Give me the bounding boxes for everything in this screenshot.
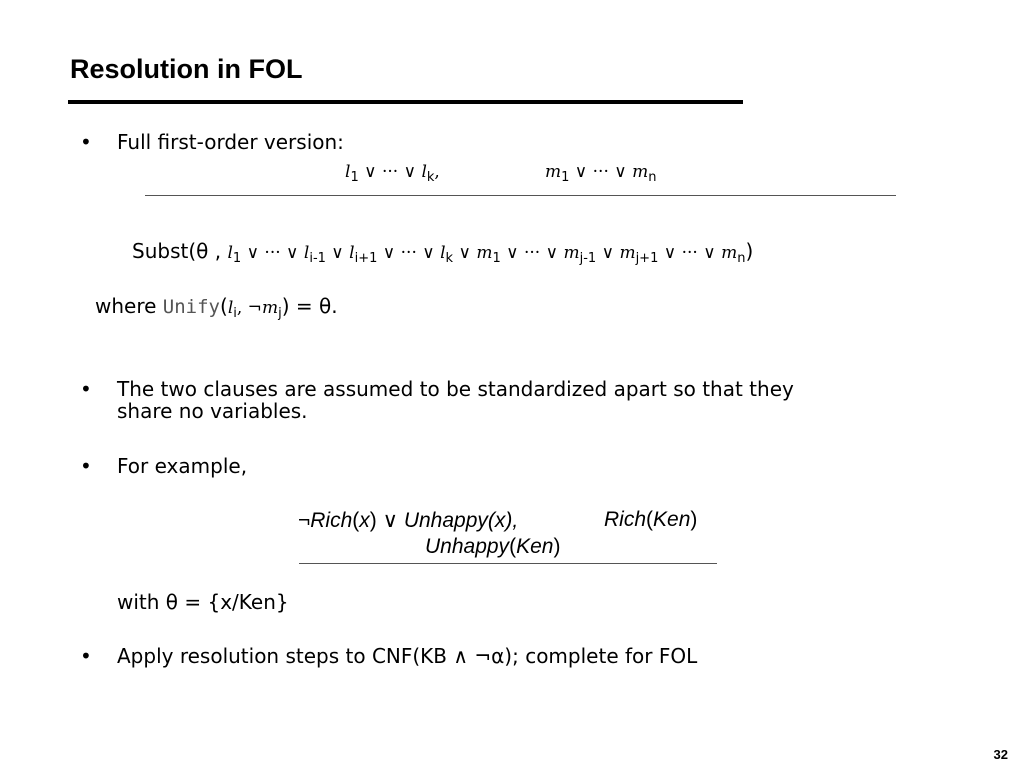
premise-left-clause: $l_1$ ∨ ··· ∨ $l_k$, xyxy=(345,162,440,185)
bullet-text-standardized-line1: The two clauses are assumed to be standardized apart so that they xyxy=(117,377,794,401)
bullet-text-cnf: Apply resolution steps to CNF(KB ∧ ¬α); complete for FOL xyxy=(117,644,698,668)
inference-line xyxy=(145,195,896,196)
title-underline xyxy=(68,100,743,104)
example-theta: with θ = {x/Ken} xyxy=(117,590,289,614)
unify-condition: where $Unify(l_i$, $\neg m_j) = \theta$. xyxy=(95,294,338,321)
example-premise-1: ¬Rich(x) ∨ Unhappy(x), xyxy=(298,509,519,532)
example-inference-line xyxy=(299,563,717,564)
premise-right-clause: $m_1$ ∨ ··· ∨ $m_n$ xyxy=(545,162,657,185)
bullet-marker: • xyxy=(80,454,92,478)
bullet-text-for-example: For example, xyxy=(117,454,248,478)
example-conclusion: Unhappy(Ken) xyxy=(425,535,561,558)
slide-title: Resolution in FOL xyxy=(70,54,303,84)
bullet-marker: • xyxy=(80,644,92,668)
premise-left-comma: , xyxy=(434,162,440,182)
example-premise-2: Rich(Ken) xyxy=(604,508,698,531)
bullet-text-standardized-line2: share no variables. xyxy=(117,399,308,423)
bullet-text-full-fol: Full first-order version: xyxy=(117,130,344,154)
where-label: where xyxy=(95,294,163,318)
bullet-marker: • xyxy=(80,130,92,154)
bullet-marker: • xyxy=(80,377,92,401)
page-number: 32 xyxy=(993,747,1008,762)
unify-function: Unify xyxy=(162,296,220,318)
resolvent-formula: Subst(θ , $l_1$ ∨ ··· ∨ $l_{i-1}$ ∨ $l_{i+1}$ ∨ ··· ∨ $l_k$ ∨ $m_1$ ∨ ··· ∨ $m_{j-1}$ ∨ $m_{j+1}$ ∨ ··· ∨ $m_n$) xyxy=(132,239,754,266)
unify-result: = θ. xyxy=(289,294,338,318)
